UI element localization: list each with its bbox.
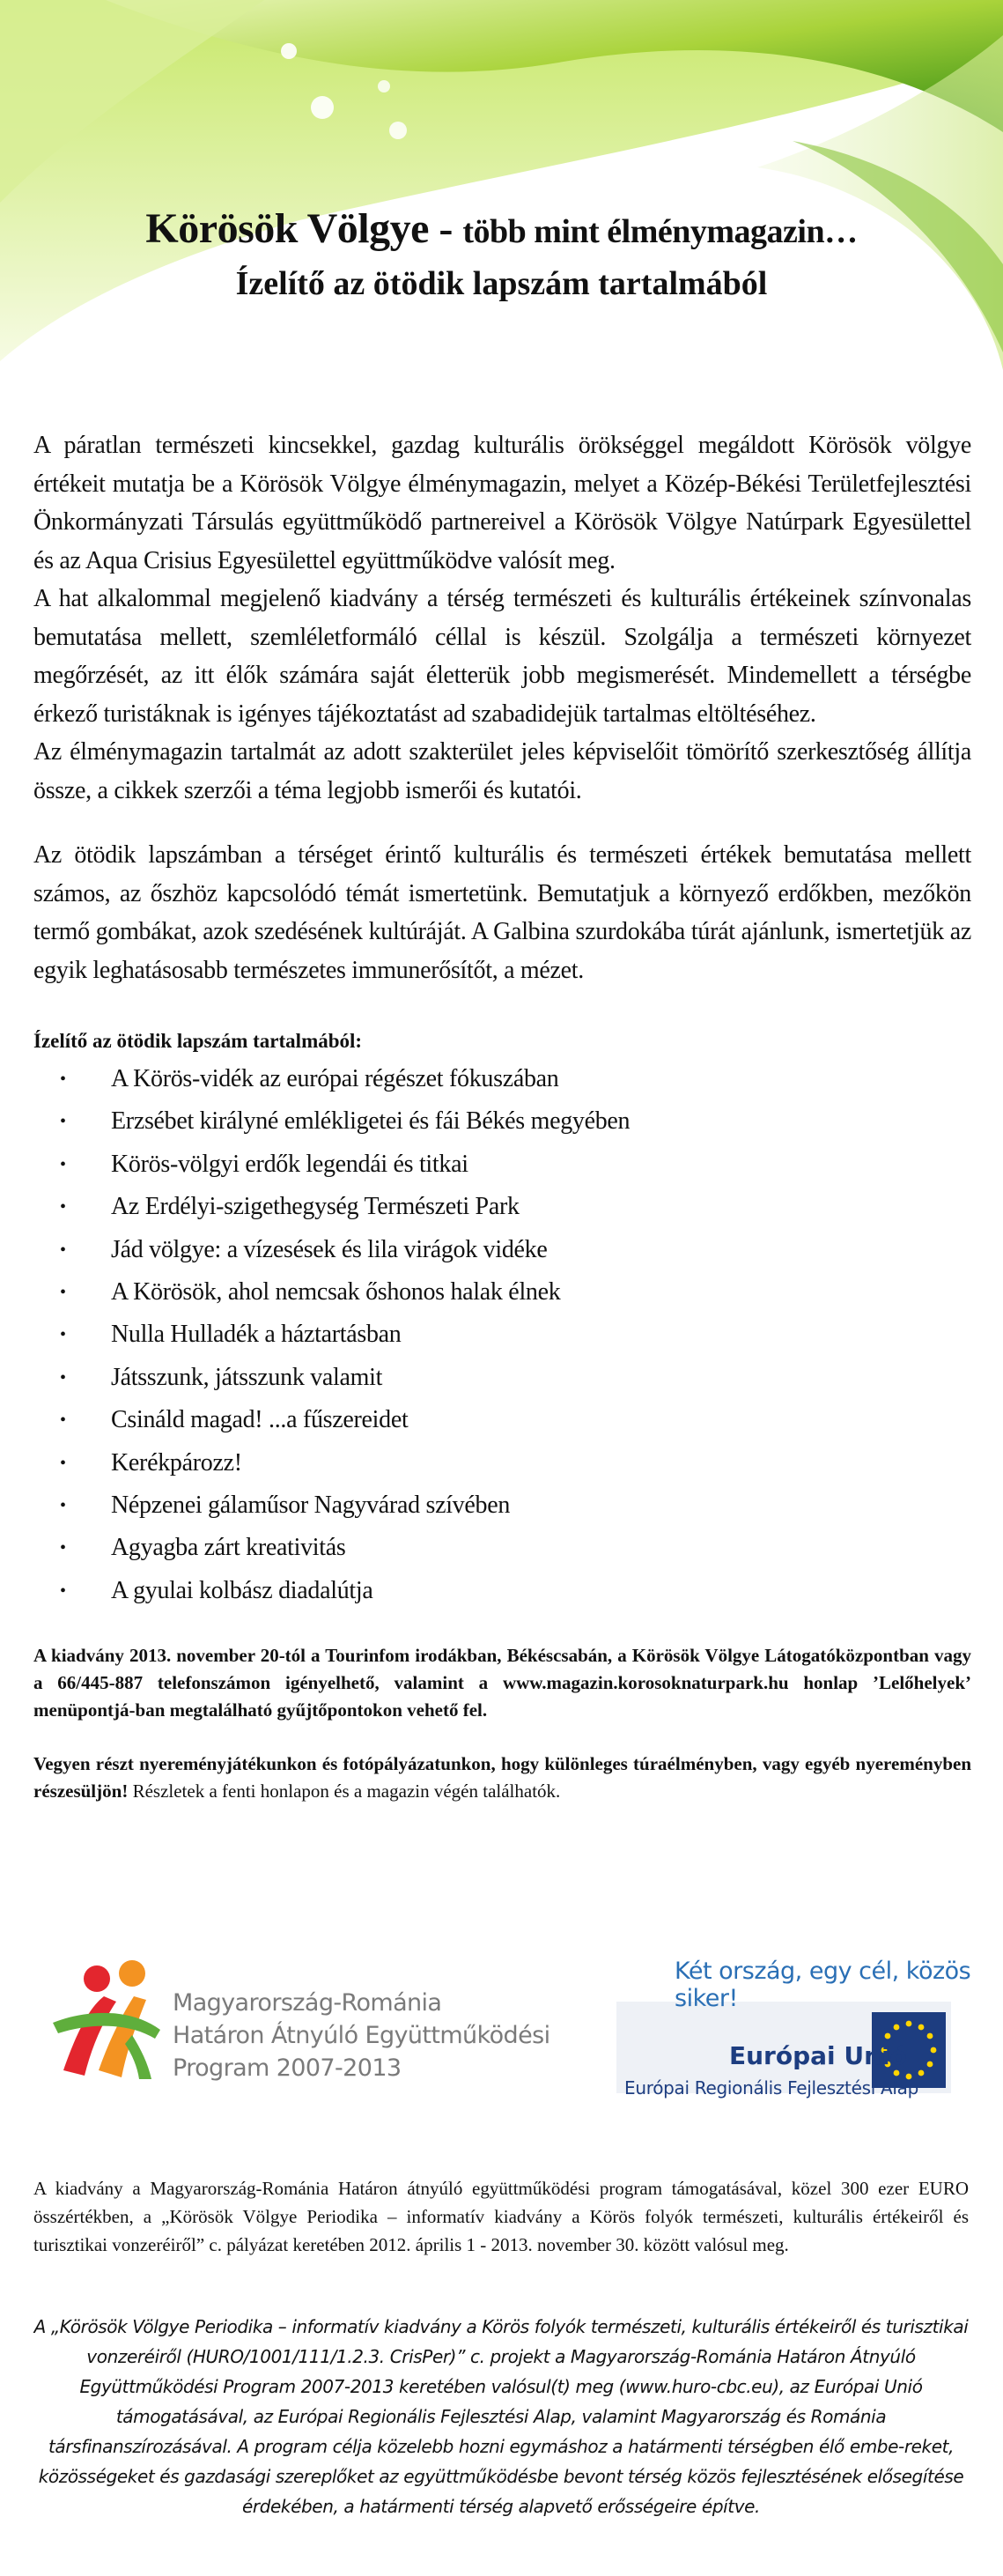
list-item: • Az Erdélyi-szigethegység Természeti Park [33,1186,971,1228]
bullet-icon: • [60,1112,66,1132]
contents-heading: Ízelítő az ötödik lapszám tartalmából: [33,1030,363,1052]
issue-paragraph: Az ötödik lapszámban a térséget érintő kulturális és természeti értékek bemutatása mellett számos, az őszhöz kapcsolódó témát ismertetünk. Bemutatjuk a környező erdőkben, mezőkön termő gombákat, azok szedésének kultúráját. A Galbina szurdokába túrát ajánlunk, ismertetjük az egyik leghatásosabb természetes immunerősítőt, a mézet. [33,841,971,984]
eu-fund-text: Európai Regionális Fejlesztési Alap [624,2077,919,2099]
list-item: • Jád völgye: a vízesések és lila virágok vidéke [33,1229,971,1271]
bullet-icon: • [60,1283,66,1303]
bullet-icon: • [60,1410,66,1431]
list-item: • Erzsébet királyné emlékligetei és fái Békés megyében [33,1100,971,1143]
footer-note: A „Körösök Völgye Periodika – informatív kiadvány a Körös folyók természeti, kulturális értékeiről és turisztikai vonzeréiről (HURO/1001/111/1.2.3. CrisPer)” c. projekt a Magyarország-Románia Határon Átnyúló Együttműködési Program 2007-2013 keretében valósul(t) meg (www.huro-cbc.eu), az Európai Unió támogatásával, az Európai Regionális Fejlesztési Alap, valamint Magyarország és Románia társfinanszírozásával. A program célja közelebb hozni egymáshoz a határmenti térségben élő embe-reket, közösségeket és gazdasági szereplőket az együttműködésbe bevont térség közös fejlesztésének elősegítése érdekében, a határmenti térség alapvető erősségeire építve. [33,2316,969,2517]
list-item: • Játsszunk, játsszunk valamit [33,1357,971,1399]
bullet-icon: • [60,1367,66,1388]
list-item: • A Körösök, ahol nemcsak őshonos halak élnek [33,1271,971,1314]
bullet-icon: • [60,1496,66,1516]
bullet-icon: • [60,1154,66,1174]
bullet-icon: • [60,1325,66,1345]
slogan-text: Két ország, egy cél, közös siker! [675,1958,971,2012]
bullet-icon: • [60,1070,66,1089]
list-item: • A Körös-vidék az európai régészet fókuszában [33,1058,971,1100]
program-name-line-3: Program 2007-2013 [173,2054,402,2082]
title-main: Körösök Völgye - [145,205,463,252]
huro-logo-icon [53,1960,160,2079]
contents-list [33,1058,971,1612]
list-item: • Csináld magad! ...a fűszereidet [33,1399,971,1441]
bullet-icon: • [60,1240,66,1260]
eu-name-text: Európai Unió [729,2041,907,2070]
article-body [33,426,971,1805]
page-title [0,204,1003,253]
header-green-swoosh [0,0,1003,370]
contest-paragraph [33,1751,971,1805]
page-subtitle: Ízelítő az ötödik lapszám tartalmából [235,265,768,302]
list-item: • Népzenei gálaműsor Nagyvárad szívében [33,1484,971,1527]
list-item: • Nulla Hulladék a háztartásban [33,1314,971,1356]
bullet-icon: • [60,1580,66,1601]
contest-details-text: Részletek a fenti honlapon és a magazin végén találhatók. [128,1780,561,1802]
title-sub: több mint élménymagazin… [462,213,858,250]
list-item: • Kerékpározz! [33,1442,971,1484]
list-item: • Körös-völgyi erdők legendái és titkai [33,1144,971,1186]
purpose-paragraph: A hat alkalommal megjelenő kiadvány a térség természeti és kulturális értékeinek színvonalas bemutatása mellett, szemléletformáló céllal is készül. Szolgálja a természeti környezet megőrzését, az itt élők számára saját életterük jobb megismerését. Mindemellett a térségbe érkező turistáknak is igényes tájékoztatást ad szabadidejük tartalmas eltöltéséhez. [33,585,971,728]
contest-bold-text: Vegyen részt nyereményjátékunkon és fotópályázatunkon, hogy különleges túraélményben, vagy egyéb nyereményben részesüljön! [33,1753,971,1802]
program-name-line-1: Magyarország-Románia [173,1989,442,2017]
funding-note: A kiadvány a Magyarország-Románia Határon átnyúló együttműködési program támogatásával, közel 300 ezer EURO összértékben, a „Körösök Völgye Periodika – informatív kiadvány a Körös folyók természeti, kulturális értékeiről és turisztikai vonzeréiről” c. pályázat keretében 2012. április 1 - 2013. november 30. között valósul meg. [33,2178,969,2255]
availability-paragraph: A kiadvány 2013. november 20-tól a Tourinfom irodákban, Békéscsabán, a Körösök Völgye Látogatóközpontban vagy a 66/445-887 telefonszámon igényelhető, valamint a www.magazin.korosoknaturpark.hu honlap ’Lelőhelyek’ menüpontjá-ban megtalálható gyűjtőpontokon vehető fel. [33,1645,971,1721]
bullet-icon: • [60,1453,66,1473]
editors-paragraph: Az élménymagazin tartalmát az adott szakterület jeles képviselőit tömörítő szerkesztőség állítja össze, a cikkek szerzői a téma legjobb ismerői és kutatói. [33,738,971,804]
list-item: • Agyagba zárt kreativitás [33,1527,971,1569]
bullet-icon: • [60,1197,66,1218]
program-name-line-2: Határon Átnyúló Együttműködési [173,2022,550,2049]
list-item: • A gyulai kolbász diadalútja [33,1570,971,1612]
bullet-icon: • [60,1538,66,1558]
intro-paragraph: A páratlan természeti kincsekkel, gazdag kulturális örökséggel megáldott Körösök völgye értékeit mutatja be a Körösök Völgye élménymagazin, melyet a Közép-Békési Területfejlesztési Önkormányzati Társulás együttműködő partnereivel a Körösök Völgye Natúrpark Egyesülettel és az Aqua Crisius Egyesülettel együttműködve valósít meg. [33,432,971,574]
